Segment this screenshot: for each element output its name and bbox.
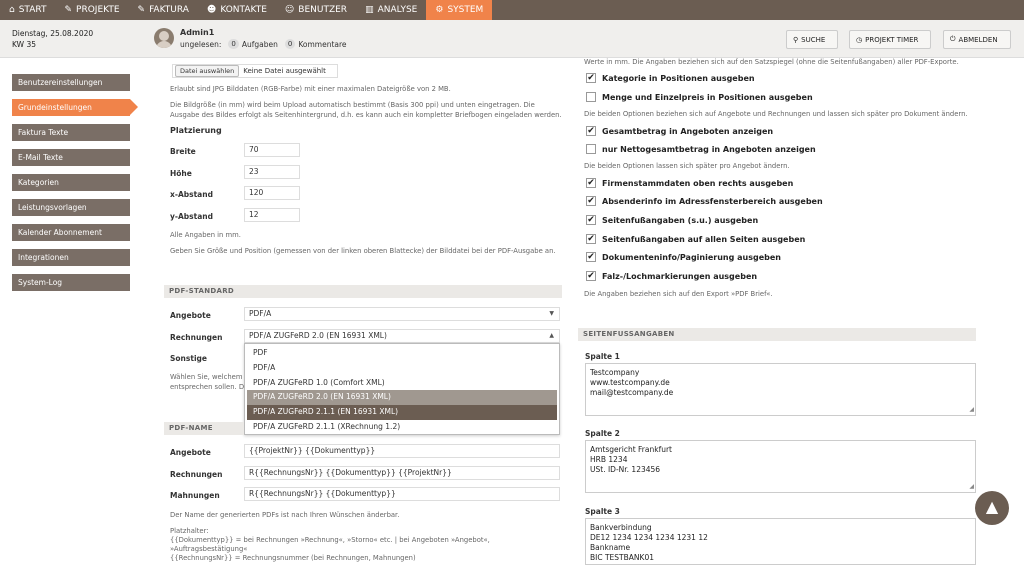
upload-note: Erlaubt sind JPG Bilddaten (RGB-Farbe) mit einer maximalen Dateigröße von 2 MB. xyxy=(170,85,451,93)
pdf-name-header: PDF-NAME xyxy=(164,422,244,435)
spalte-1-label: Spalte 1 xyxy=(585,352,620,361)
checkbox-checked[interactable]: ✔ xyxy=(587,196,595,206)
chevron-up-icon: ▲ xyxy=(985,497,999,516)
chart-icon: ▥ xyxy=(365,5,374,15)
sidebar-item-kategorien[interactable]: Kategorien xyxy=(12,174,130,191)
timer-icon: ◷ xyxy=(856,35,863,44)
file-upload[interactable] xyxy=(172,64,338,78)
chevron-up-icon: ▲ xyxy=(549,332,554,339)
checkbox-netto[interactable]: nur Nettogesamtbetrag in Angeboten anzeigen xyxy=(586,144,816,154)
resize-grip-icon[interactable]: ◢ xyxy=(969,483,974,490)
checkbox-checked[interactable]: ✔ xyxy=(587,271,595,281)
logout-button[interactable]: ⏻ ABMELDEN xyxy=(943,30,1011,49)
date-info: Dienstag, 25.08.2020 KW 35 xyxy=(12,29,94,49)
scroll-to-top-button[interactable] xyxy=(975,491,1009,525)
breite-input[interactable]: 70 xyxy=(244,143,300,157)
pencil-icon: ✎ xyxy=(64,5,73,15)
checkbox-gesamtbetrag[interactable]: ✔ Gesamtbetrag in Angeboten anzeigen xyxy=(587,126,774,136)
name-rechnungen-label: Rechnungen xyxy=(170,470,223,479)
upload-size-note-1: Die Bildgröße (in mm) wird beim Upload automatisch bestimmt (Basis 300 ppi) und unten eingetragen. Die xyxy=(170,101,535,109)
x-label: x-Abstand xyxy=(170,190,213,199)
right-note-2: Die beiden Optionen lassen sich später pro Angebot ändern. xyxy=(584,162,790,170)
pdf-sonstige-label: Sonstige xyxy=(170,354,207,363)
pdf-rechnungen-select[interactable]: PDF/A ZUGFeRD 2.0 (EN 16931 XML) ▲ xyxy=(244,329,560,343)
home-icon: ⌂ xyxy=(9,5,15,15)
dropdown-option[interactable]: PDF/A xyxy=(253,362,276,372)
sidebar-item-grundeinstellungen[interactable]: Grundeinstellungen xyxy=(12,99,130,116)
name-angebote-label: Angebote xyxy=(170,448,211,457)
checkbox-checked[interactable]: ✔ xyxy=(587,234,595,244)
nav-projekte[interactable]: ✎ PROJEKTE xyxy=(55,0,128,20)
name-mahnungen-input[interactable]: R{{RechnungsNr}} {{Dokumenttyp}} xyxy=(244,487,560,501)
checkbox-dokumenteninfo[interactable]: ✔ Dokumenteninfo/Paginierung ausgeben xyxy=(587,252,781,262)
checkbox-unchecked[interactable] xyxy=(586,92,596,102)
checkbox-absenderinfo[interactable]: ✔ Absenderinfo im Adressfensterbereich ausgeben xyxy=(587,196,823,206)
user-icon: ☺ xyxy=(284,5,295,15)
file-status: Keine Datei ausgewählt xyxy=(243,67,326,75)
placeholder-line-3: {{RechnungsNr}} = Rechnungsnummer (bei Rechnungen, Mahnungen) xyxy=(170,554,416,562)
spalte-2-label: Spalte 2 xyxy=(585,429,620,438)
pdf-rechnungen-label: Rechnungen xyxy=(170,333,223,342)
sidebar-item-system-log[interactable]: System-Log xyxy=(12,274,130,291)
dropdown-option-hovered[interactable]: PDF/A ZUGFeRD 2.1.1 (EN 16931 XML) xyxy=(247,405,557,420)
pdf-name-note: Der Name der generierten PDFs ist nach Ihren Wünschen änderbar. xyxy=(170,511,400,519)
dropdown-option[interactable]: PDF xyxy=(253,348,268,357)
search-button[interactable]: ⚲ SUCHE xyxy=(786,30,838,49)
rechnungen-dropdown xyxy=(244,343,560,435)
pdf-standard-note-1: Wählen Sie, welchem xyxy=(170,373,243,381)
sidebar-item-benutzereinstellungen[interactable]: Benutzereinstellungen xyxy=(12,74,130,91)
checkbox-checked[interactable]: ✔ xyxy=(587,215,595,225)
nav-faktura[interactable]: ✎ FAKTURA xyxy=(129,0,198,20)
sidebar-item-leistungsvorlagen[interactable]: Leistungsvorlagen xyxy=(12,199,130,216)
spalte-3-label: Spalte 3 xyxy=(585,507,620,516)
choose-file-button[interactable]: Datei auswählen xyxy=(175,65,239,77)
spalte-3-textarea[interactable]: Bankverbindung DE12 1234 1234 1234 1231 12 Bankname BIC TESTBANK01 xyxy=(585,518,976,565)
tasks-link[interactable]: Aufgaben xyxy=(241,39,278,49)
y-input[interactable]: 12 xyxy=(244,208,300,222)
checkbox-seitenfuss-alle[interactable]: ✔ Seitenfußangaben auf allen Seiten ausgeben xyxy=(587,234,806,244)
power-icon: ⏻ xyxy=(950,35,956,43)
search-icon: ⚲ xyxy=(793,35,799,44)
right-note-3: Die Angaben beziehen sich auf den Export »PDF Brief«. xyxy=(584,290,773,298)
sidebar-item-kalender-abonnement[interactable]: Kalender Abonnement xyxy=(12,224,130,241)
sidebar-item-faktura-texte[interactable]: Faktura Texte xyxy=(12,124,130,141)
user-name[interactable]: Admin1 xyxy=(180,28,215,37)
placeholder-title: Platzhalter: xyxy=(170,527,209,535)
pdf-standard-header: PDF-STANDARD xyxy=(164,285,562,298)
pencil-icon: ✎ xyxy=(137,5,146,15)
resize-grip-icon[interactable]: ◢ xyxy=(969,406,974,413)
avatar[interactable] xyxy=(154,28,174,48)
nav-kontakte[interactable]: ☻ KONTAKTE xyxy=(198,0,276,20)
name-mahnungen-label: Mahnungen xyxy=(170,491,220,500)
tasks-count[interactable]: 0 xyxy=(228,39,238,49)
placement-note-2: Geben Sie Größe und Position (gemessen von der linken oberen Blattecke) der Bilddatei bei der PDF-Ausgabe an. xyxy=(170,247,556,255)
chevron-down-icon: ▼ xyxy=(549,310,554,317)
breite-label: Breite xyxy=(170,147,196,156)
gear-icon: ⚙ xyxy=(435,5,444,15)
top-navigation xyxy=(0,0,1024,20)
dropdown-option-selected[interactable]: PDF/A ZUGFeRD 2.0 (EN 16931 XML) xyxy=(247,390,557,405)
placement-title: Platzierung xyxy=(170,126,222,135)
sidebar-item-integrationen[interactable]: Integrationen xyxy=(12,249,130,266)
checkbox-unchecked[interactable] xyxy=(586,144,596,154)
checkbox-kategorie[interactable]: ✔ Kategorie in Positionen ausgeben xyxy=(587,73,755,83)
sidebar-item-email-texte[interactable]: E-Mail Texte xyxy=(12,149,130,166)
footer-section-header: SEITENFUSSANGABEN xyxy=(578,328,976,341)
hoehe-label: Höhe xyxy=(170,169,192,178)
spalte-2-textarea[interactable]: Amtsgericht Frankfurt HRB 1234 USt. ID-Nr. 123456 ◢ xyxy=(585,440,976,493)
pdf-standard-note-2: entsprechen sollen. D xyxy=(170,383,245,391)
unread-info: ungelesen: 0 Aufgaben 0 Kommentare xyxy=(180,39,347,49)
placeholder-line-2: »Auftragsbestätigung« xyxy=(170,545,248,553)
nav-benutzer[interactable]: ☺ BENUTZER xyxy=(276,0,356,20)
checkbox-firmenstammdaten[interactable]: ✔ Firmenstammdaten oben rechts ausgeben xyxy=(587,178,794,188)
placement-note-1: Alle Angaben in mm. xyxy=(170,231,241,239)
name-angebote-input[interactable]: {{ProjektNr}} {{Dokumenttyp}} xyxy=(244,444,560,458)
sidebar xyxy=(12,74,130,299)
placeholder-line-1: {{Dokumenttyp}} = bei Rechnungen »Rechnung«, »Storno« etc. | bei Angeboten »Angebot«, xyxy=(170,536,490,544)
pdf-angebote-label: Angebote xyxy=(170,311,211,320)
name-rechnungen-input[interactable]: R{{RechnungsNr}} {{Dokumenttyp}} {{ProjektNr}} xyxy=(244,466,560,480)
checkbox-checked[interactable]: ✔ xyxy=(587,252,595,262)
pdf-angebote-select[interactable]: PDF/A ▼ xyxy=(244,307,560,321)
dropdown-option[interactable]: PDF/A ZUGFeRD 2.1.1 (XRechnung 1.2) xyxy=(253,421,401,431)
checkbox-seitenfuss[interactable]: ✔ Seitenfußangaben (s.u.) ausgeben xyxy=(587,215,759,225)
x-input[interactable]: 120 xyxy=(244,186,300,200)
comments-count[interactable]: 0 xyxy=(285,39,295,49)
y-label: y-Abstand xyxy=(170,212,213,221)
checkbox-menge[interactable]: Menge und Einzelpreis in Positionen ausgeben xyxy=(586,92,813,102)
nav-analyse[interactable]: ▥ ANALYSE xyxy=(356,0,426,20)
checkbox-falz[interactable]: ✔ Falz-/Lochmarkierungen ausgeben xyxy=(587,271,758,281)
upload-size-note-2: Ausgabe des Bildes erfolgt als Seitenhintergrund, d.h. es kann auch ein kompletter Briefbogen eingeladen werden. xyxy=(170,111,562,119)
spalte-1-textarea[interactable]: Testcompany www.testcompany.de mail@testcompany.de ◢ xyxy=(585,363,976,416)
hoehe-input[interactable]: 23 xyxy=(244,165,300,179)
right-note-1: Die beiden Optionen beziehen sich auf Angebote und Rechnungen und lassen sich später pro Dokument ändern. xyxy=(584,110,968,118)
users-icon: ☻ xyxy=(206,5,217,15)
checkbox-checked[interactable]: ✔ xyxy=(587,126,595,136)
nav-start[interactable]: ⌂ START xyxy=(0,0,55,20)
sub-header xyxy=(0,20,1024,58)
checkbox-checked[interactable]: ✔ xyxy=(587,178,595,188)
checkbox-checked[interactable]: ✔ xyxy=(587,73,595,83)
project-timer-button[interactable]: ◷ PROJEKT TIMER xyxy=(849,30,931,49)
dropdown-option[interactable]: PDF/A ZUGFeRD 1.0 (Comfort XML) xyxy=(253,377,385,387)
nav-system[interactable]: ⚙ SYSTEM xyxy=(426,0,492,20)
comments-link[interactable]: Kommentare xyxy=(298,39,347,49)
right-top-note: Werte in mm. Die Angaben beziehen sich auf den Satzspiegel (ohne die Seitenfußangaben) aller PDF-Exporte. xyxy=(584,58,959,66)
